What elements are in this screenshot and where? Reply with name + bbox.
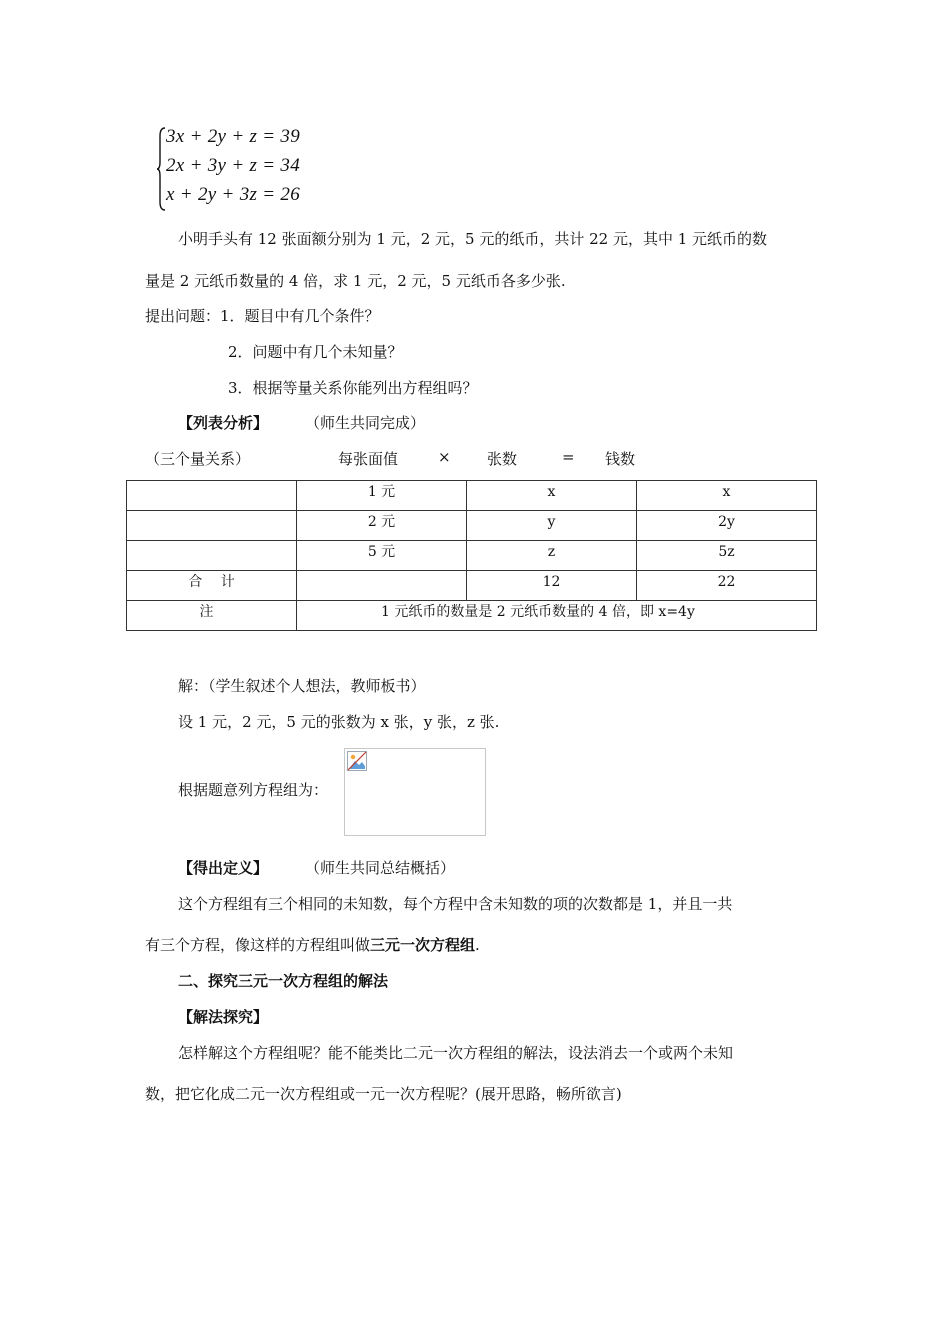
equation-1: 3x + 2y + z = 39	[166, 126, 301, 147]
row-label	[127, 481, 297, 511]
definition-line-1: 这个方程组有三个相同的未知数，每个方程中含未知数的项的次数都是 1，并且一共	[178, 895, 733, 913]
definition-line-2-text: 有三个方程，像这样的方程组叫做	[145, 936, 371, 954]
section-2-line-1: 怎样解这个方程组呢？能不能类比二元一次方程组的解法，设法消去一个或两个未知	[178, 1044, 734, 1062]
face-value-cell: 5 元	[297, 541, 467, 571]
table-row-total	[127, 571, 817, 601]
row-label	[127, 541, 297, 571]
equation-3: x + 2y + 3z = 26	[166, 184, 301, 205]
definition-line-2-end: .	[475, 936, 480, 954]
question-1: 提出问题：1．题目中有几个条件？	[145, 307, 380, 325]
row-label	[127, 511, 297, 541]
equation-image-placeholder	[344, 748, 486, 836]
relation-money: 钱数	[605, 450, 636, 468]
table-row-note	[127, 601, 817, 631]
question-3: 3．根据等量关系你能列出方程组吗？	[228, 379, 478, 397]
count-cell: y	[467, 511, 637, 541]
section-2-line-2: 数，把它化成二元一次方程组或一元一次方程呢？(展开思路，畅所欲言)	[145, 1085, 622, 1103]
money-cell: 2y	[637, 511, 817, 541]
table-row	[127, 511, 817, 541]
solution-exploration-heading: 【解法探究】	[178, 1008, 269, 1026]
face-value-cell: 2 元	[297, 511, 467, 541]
solution-intro: 解：（学生叙述个人想法，教师板书）	[178, 677, 426, 695]
left-brace	[156, 126, 166, 212]
analysis-note: （师生共同完成）	[305, 414, 426, 432]
face-value-cell: 1 元	[297, 481, 467, 511]
definition-heading: 【得出定义】	[178, 859, 269, 877]
count-cell: 12	[467, 571, 637, 601]
definition-term: 三元一次方程组	[370, 936, 476, 954]
note-label: 注	[127, 601, 297, 631]
money-cell: 22	[637, 571, 817, 601]
note-text: 1 元纸币的数量是 2 元纸币数量的 4 倍，即 x=4y	[297, 601, 817, 631]
question-2: 2．问题中有几个未知量？	[228, 343, 403, 361]
table-row	[127, 541, 817, 571]
table-row	[127, 481, 817, 511]
count-cell: x	[467, 481, 637, 511]
analysis-heading: 【列表分析】	[178, 414, 269, 432]
section-2-title: 二、探究三元一次方程组的解法	[178, 972, 389, 990]
definition-note: （师生共同总结概括）	[305, 859, 456, 877]
total-label: 合 计	[127, 571, 297, 601]
equation-system	[156, 126, 306, 212]
analysis-table	[126, 480, 817, 631]
relation-equals: =	[562, 448, 575, 466]
relation-label: （三个量关系）	[145, 450, 251, 468]
relation-count: 张数	[487, 450, 518, 468]
definition-line-2	[145, 934, 480, 955]
solution-system-label: 根据题意列方程组为：	[178, 781, 329, 799]
problem-line-2: 量是 2 元纸币数量的 4 倍，求 1 元，2 元，5 元纸币各多少张.	[145, 272, 566, 290]
relation-times: ×	[438, 448, 451, 466]
count-cell: z	[467, 541, 637, 571]
money-cell: 5z	[637, 541, 817, 571]
broken-image-icon	[347, 751, 367, 771]
solution-set-variables: 设 1 元，2 元，5 元的张数为 x 张，y 张，z 张.	[178, 713, 500, 731]
relation-face-value: 每张面值	[338, 450, 399, 468]
money-cell: x	[637, 481, 817, 511]
problem-line-1: 小明手头有 12 张面额分别为 1 元，2 元，5 元的纸币，共计 22 元，其中 1 元纸币的数	[178, 230, 768, 248]
equation-2: 2x + 3y + z = 34	[166, 155, 301, 176]
face-value-cell	[297, 571, 467, 601]
